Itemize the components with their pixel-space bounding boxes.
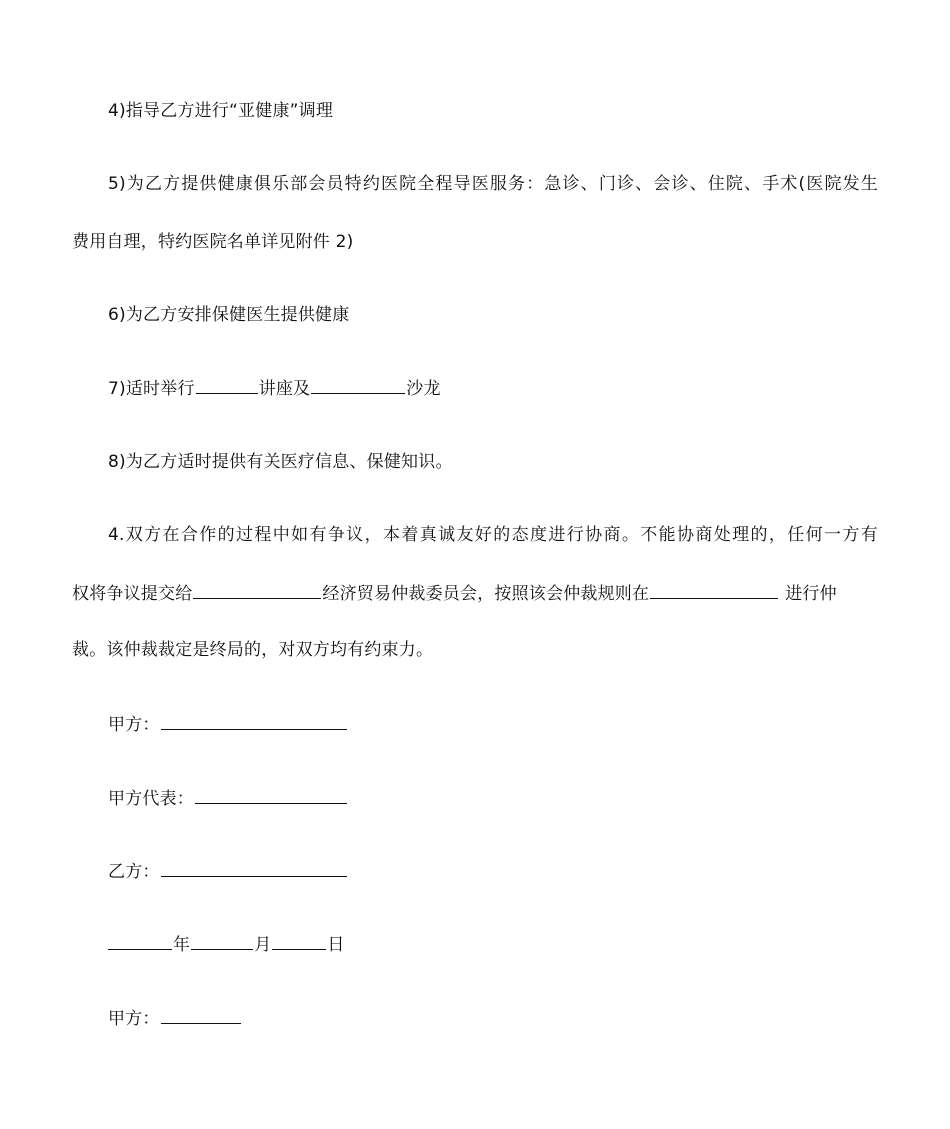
item-7-text-a: 7)适时举行 xyxy=(108,379,195,399)
item-5-line-2: 费用自理，特约医院名单详见附件 2) xyxy=(72,232,354,252)
item-6: 6)为乙方安排保健医生提供健康 xyxy=(108,305,350,325)
clause-4-line-2 xyxy=(72,581,837,606)
party-a-blank-2 xyxy=(161,1006,241,1024)
blank-arbitration-commission xyxy=(193,581,321,599)
clause-4-line-1: 4.双方在合作的过程中如有争议，本着真诚友好的态度进行协商。不能协商处理的，任何一方有 xyxy=(108,525,878,545)
party-a-rep-line xyxy=(108,786,348,811)
year-label: 年 xyxy=(173,935,191,955)
party-a-line-2 xyxy=(108,1006,242,1031)
party-a-label: 甲方： xyxy=(108,715,160,735)
month-label: 月 xyxy=(254,935,272,955)
party-a-rep-blank xyxy=(195,786,347,804)
clause-4-text-c: 进行仲 xyxy=(785,584,837,604)
blank-lecture xyxy=(196,376,258,394)
item-7 xyxy=(108,376,441,401)
blank-arbitration-place xyxy=(650,581,778,599)
party-b-line xyxy=(108,859,348,884)
blank-salon xyxy=(311,376,405,394)
year-blank xyxy=(108,932,172,950)
item-5-line-1: 5)为乙方提供健康俱乐部会员特约医院全程导医服务：急诊、门诊、会诊、住院、手术(医院发生 xyxy=(108,174,878,194)
party-a-blank xyxy=(161,712,347,730)
party-a-line xyxy=(108,712,348,737)
party-b-label: 乙方： xyxy=(108,862,160,882)
party-a-rep-label: 甲方代表： xyxy=(108,789,194,809)
clause-4-line-3: 裁。该仲裁裁定是终局的，对双方均有约束力。 xyxy=(72,640,434,660)
item-4: 4)指导乙方进行“亚健康”调理 xyxy=(108,101,334,121)
item-7-text-c: 沙龙 xyxy=(406,379,441,399)
date-line xyxy=(108,932,345,957)
month-blank xyxy=(191,932,253,950)
clause-4-text-a: 权将争议提交给 xyxy=(72,584,193,604)
day-label: 日 xyxy=(327,935,345,955)
day-blank xyxy=(272,932,326,950)
item-7-text-b: 讲座及 xyxy=(258,379,311,399)
party-a-label-2: 甲方： xyxy=(108,1009,160,1029)
item-8: 8)为乙方适时提供有关医疗信息、保健知识。 xyxy=(108,452,453,472)
clause-4-text-b: 经济贸易仲裁委员会，按照该会仲裁规则在 xyxy=(322,584,650,604)
party-b-blank xyxy=(161,859,347,877)
